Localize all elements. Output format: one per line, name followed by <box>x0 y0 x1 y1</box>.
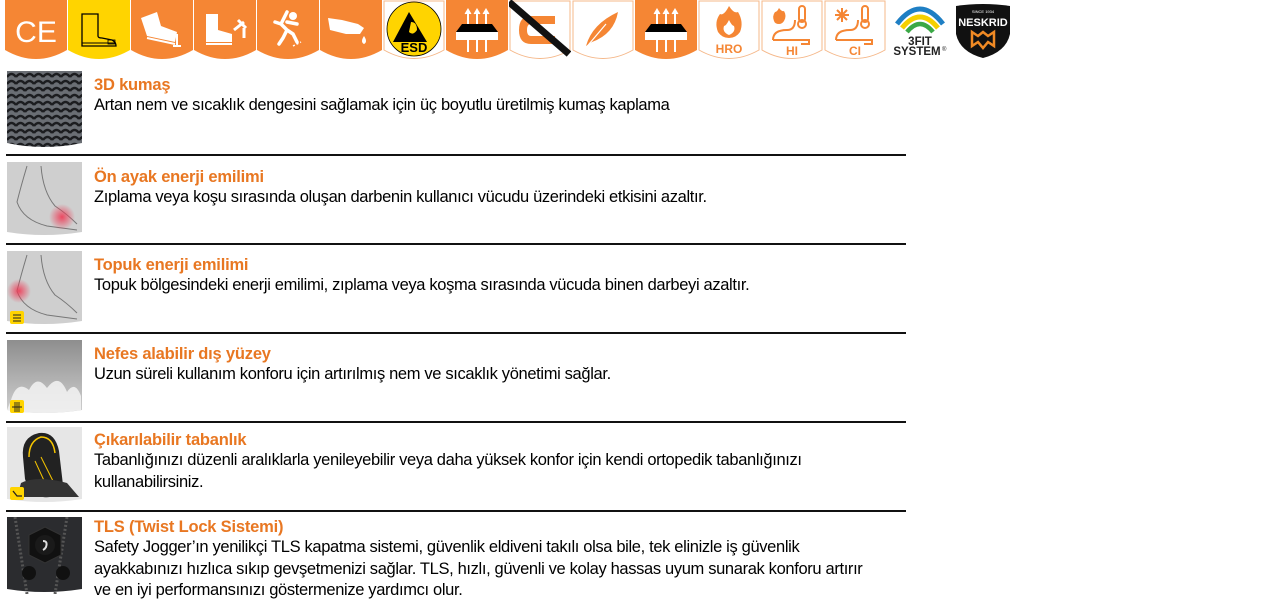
feature-description-line: ayakkabınızı hızlıca sıkıp gevşetmenizi sağlar. TLS, hızlı, güvenli ve kolay hassas uyum sunarak konforu artırır <box>94 559 863 578</box>
feature-title: 3D kumaş <box>94 76 171 94</box>
feature-description: Artan nem ve sıcaklık dengesini sağlamak için üç boyutlu üretilmiş kumaş kaplama <box>94 96 670 114</box>
toe-protection-boot-icon <box>68 0 130 62</box>
tls-thumbnail <box>7 517 82 594</box>
feature-list <box>6 68 906 600</box>
feature-item-breathable-upper <box>6 334 906 423</box>
feature-title: Nefes alabilir dış yüzey <box>94 345 271 363</box>
3d-fabric-thumbnail <box>7 71 82 148</box>
feature-description-line: Tabanlığınızı düzenli aralıklarla yenileyebilir veya daha yüksek konfor için kendi ortopedik tabanlığınızı <box>94 451 802 469</box>
feature-title: Ön ayak enerji emilimi <box>94 168 264 186</box>
breathable-thumbnail <box>7 340 82 417</box>
impact-resistance-icon <box>194 0 256 62</box>
feature-description: Zıplama veya koşu sırasında oluşan darbenin kullanıcı vücudu üzerindeki etkisini azaltır. <box>94 188 707 206</box>
feature-title: Topuk enerji emilimi <box>94 256 249 274</box>
feature-item-removable-insole <box>6 423 906 512</box>
ci-cold-insulation-icon <box>824 0 886 62</box>
penetration-resistance-icon <box>131 0 193 62</box>
insole-thumbnail <box>7 427 82 504</box>
esd-icon <box>383 0 445 62</box>
neskrid-since: SINCE 1934 <box>971 9 995 14</box>
ce-mark-icon <box>5 0 67 62</box>
feature-item-heel-energy-absorption <box>6 245 906 334</box>
insole-badge-icon <box>10 487 24 500</box>
feature-item-tls-twist-lock-system <box>6 512 906 600</box>
ci-text: CI <box>849 44 861 58</box>
hi-heat-insulation-icon <box>761 0 823 62</box>
3fit-line1: 3FIT <box>908 36 932 48</box>
feature-description-line: Safety Jogger’ın yenilikçi TLS kapatma sistemi, güvenlik eldiveni takılı olsa bile, tek elinizle iş güvenlik <box>94 538 800 556</box>
metal-free-icon <box>509 0 571 62</box>
feature-description: Uzun süreli kullanım konforu için artırılmış nem ve sıcaklık yönetimi sağlar. <box>94 365 611 383</box>
hro-heat-resistant-outsole-icon <box>698 0 760 62</box>
3fit-line2: SYSTEM <box>893 46 941 58</box>
feature-description-line: kullanabilirsiniz. <box>94 472 204 491</box>
oil-resistance-icon <box>320 0 382 62</box>
heel-thumbnail <box>7 251 82 328</box>
antistatic-icon <box>446 0 508 62</box>
certification-icon-row <box>5 0 1012 64</box>
hi-text: HI <box>786 44 798 58</box>
3fit-registered-mark: ® <box>942 47 947 53</box>
feature-item-forefoot-energy-absorption <box>6 156 906 245</box>
neskrid-name: NESKRID <box>958 17 1008 29</box>
esd-text: ESD <box>400 40 428 55</box>
feature-title: Çıkarılabilir tabanlık <box>94 431 247 449</box>
feature-title: TLS (Twist Lock Sistemi) <box>94 518 284 536</box>
3fit-system-logo <box>891 0 949 62</box>
lightweight-feather-icon <box>572 0 634 62</box>
feature-description-line: ve en iyi performansınızı göstermenize yardımcı olur. <box>94 581 463 599</box>
antistatic-icon-2 <box>635 0 697 62</box>
neskrid-logo <box>954 0 1012 62</box>
slip-resistance-icon <box>257 0 319 62</box>
feature-item-3d-fabric <box>6 68 906 156</box>
hro-text: HRO <box>715 42 743 56</box>
feature-description: Topuk bölgesindeki enerji emilimi, zıplama veya koşma sırasında vücuda binen darbeyi azaltır. <box>94 276 750 294</box>
forefoot-thumbnail <box>7 162 82 239</box>
ce-mark-text: CE <box>15 16 57 49</box>
